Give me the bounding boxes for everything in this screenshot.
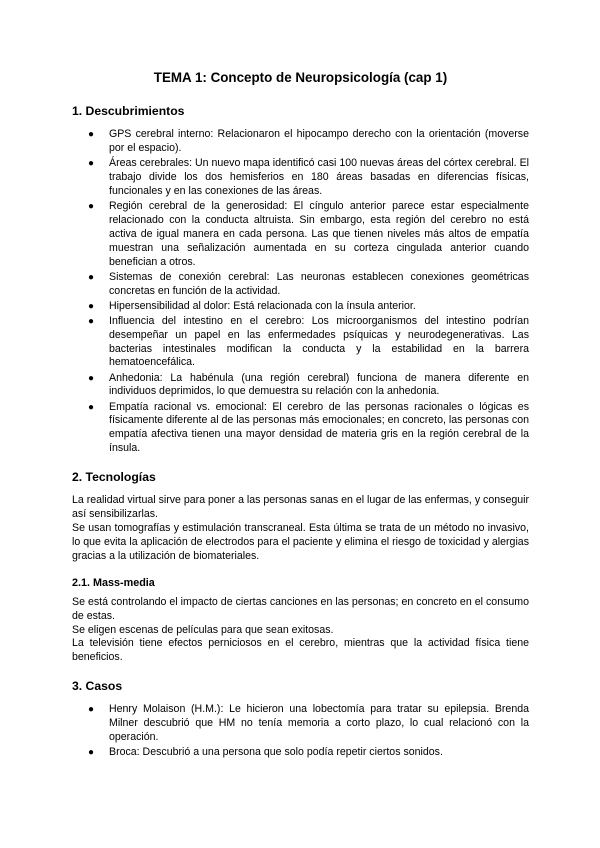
list-item-text: GPS cerebral interno: Relacionaron el hipocampo derecho con la orientación (moverse por el espacio). [109, 128, 529, 154]
list-item-text: Anhedonia: La habénula (una región cerebral) funciona de manera diferente en individuos deprimidos, lo que demuestra su relación con la anhedonia. [109, 371, 529, 398]
paragraph: Se usan tomografías y estimulación transcraneal. Esta última se trata de un método no invasivo, lo que evita la aplicación de electrodos para el paciente y elimina el riesgo de toxicidad y alergias gracias a la utilización de biomateriales. [72, 521, 529, 562]
bullet-icon: ● [88, 158, 95, 169]
bullet-list [72, 128, 529, 456]
list-item [72, 315, 529, 371]
list-item [72, 401, 529, 457]
list-item [72, 300, 529, 314]
subsection-heading: 2.1. Mass-media [72, 576, 155, 589]
paragraph: La televisión tiene efectos perniciosos en el cerebro, mientras que la actividad física tiene beneficios. [72, 637, 529, 664]
list-item [72, 746, 529, 760]
bullet-icon: ● [88, 129, 95, 140]
list-item [72, 271, 529, 299]
section-heading: 2. Tecnologías [72, 470, 156, 485]
section-heading: 3. Casos [72, 679, 123, 694]
list-item-text: Henry Molaison (H.M.): Le hicieron una lobectomía para tratar su epilepsia. Brenda Milner descubrió que HM no tenía memoria a corto plazo, lo cual relacionó con la operación. [109, 703, 529, 744]
bullet-icon: ● [88, 372, 95, 384]
section-tecnologias [72, 470, 529, 564]
list-item-text: Empatía racional vs. emocional: El cerebro de las personas racionales o lógicas es físicamente diferente al de las personas más emocionales; en concreto, las personas con empatía afectiva tienen una mayor densidad de materia gris en la región cerebral de la ínsula. [109, 400, 529, 455]
list-item-text: Hipersensibilidad al dolor: Está relacionada con la ínsula anterior. [109, 299, 416, 312]
section-heading: 1. Descubrimientos [72, 104, 185, 118]
section-casos [72, 679, 529, 760]
bullet-icon: ● [88, 315, 95, 327]
list-item [72, 703, 529, 745]
list-item [72, 372, 529, 400]
list-item-text: Influencia del intestino en el cerebro: Los microorganismos del intestino podrían desempeñar un papel en las enfermedades psíquicas y neurodegenerativas. Las bacterias intestinales modifican la conducta y la estabilidad en la barrera hematoencefálica. [109, 314, 529, 369]
bullet-icon: ● [88, 300, 95, 312]
paragraph: La realidad virtual sirve para poner a las personas sanas en el lugar de las enfermas, y conseguir así sensibilizarlas. [72, 494, 529, 521]
list-item-text: Áreas cerebrales: Un nuevo mapa identificó casi 100 nuevas áreas del córtex cerebral. El trabajo divide los dos hemisferios en 180 áreas basadas en diferencias físicas, funcionales y en las conexiones de las áreas. [109, 157, 529, 197]
bullet-icon: ● [88, 704, 95, 716]
bullet-icon: ● [88, 200, 95, 212]
page-title: TEMA 1: Concepto de Neuropsicología (cap 1) [153, 70, 448, 85]
list-item [72, 200, 529, 270]
bullet-icon: ● [88, 747, 95, 759]
list-item-text: Broca: Descubrió a una persona que solo podía repetir ciertos sonidos. [109, 746, 443, 759]
list-item [72, 157, 529, 199]
bullet-icon: ● [88, 401, 95, 413]
list-item-text: Región cerebral de la generosidad: El cíngulo anterior parece estar especialmente relacionado con la conducta altruista. Sin embargo, esta región del cerebro no está activa de igual manera en cada persona. Las que tienen niveles más altos de empatía muestran una señalización aumentada en su corteza cingulada anterior cuando benefician a otros. [109, 199, 529, 268]
list-item-text: Sistemas de conexión cerebral: Las neuronas establecen conexiones geométricas concretas en función de la actividad. [109, 270, 529, 297]
bullet-icon: ● [88, 271, 95, 283]
bullet-list [72, 703, 529, 760]
section-mass-media [72, 576, 529, 666]
paragraph: Se eligen escenas de películas para que sean exitosas. [72, 623, 334, 636]
paragraph: Se está controlando el impacto de ciertas canciones en las personas; en concreto en el consumo de estas. [72, 595, 529, 622]
section-descubrimientos [72, 104, 529, 456]
list-item [72, 128, 529, 156]
